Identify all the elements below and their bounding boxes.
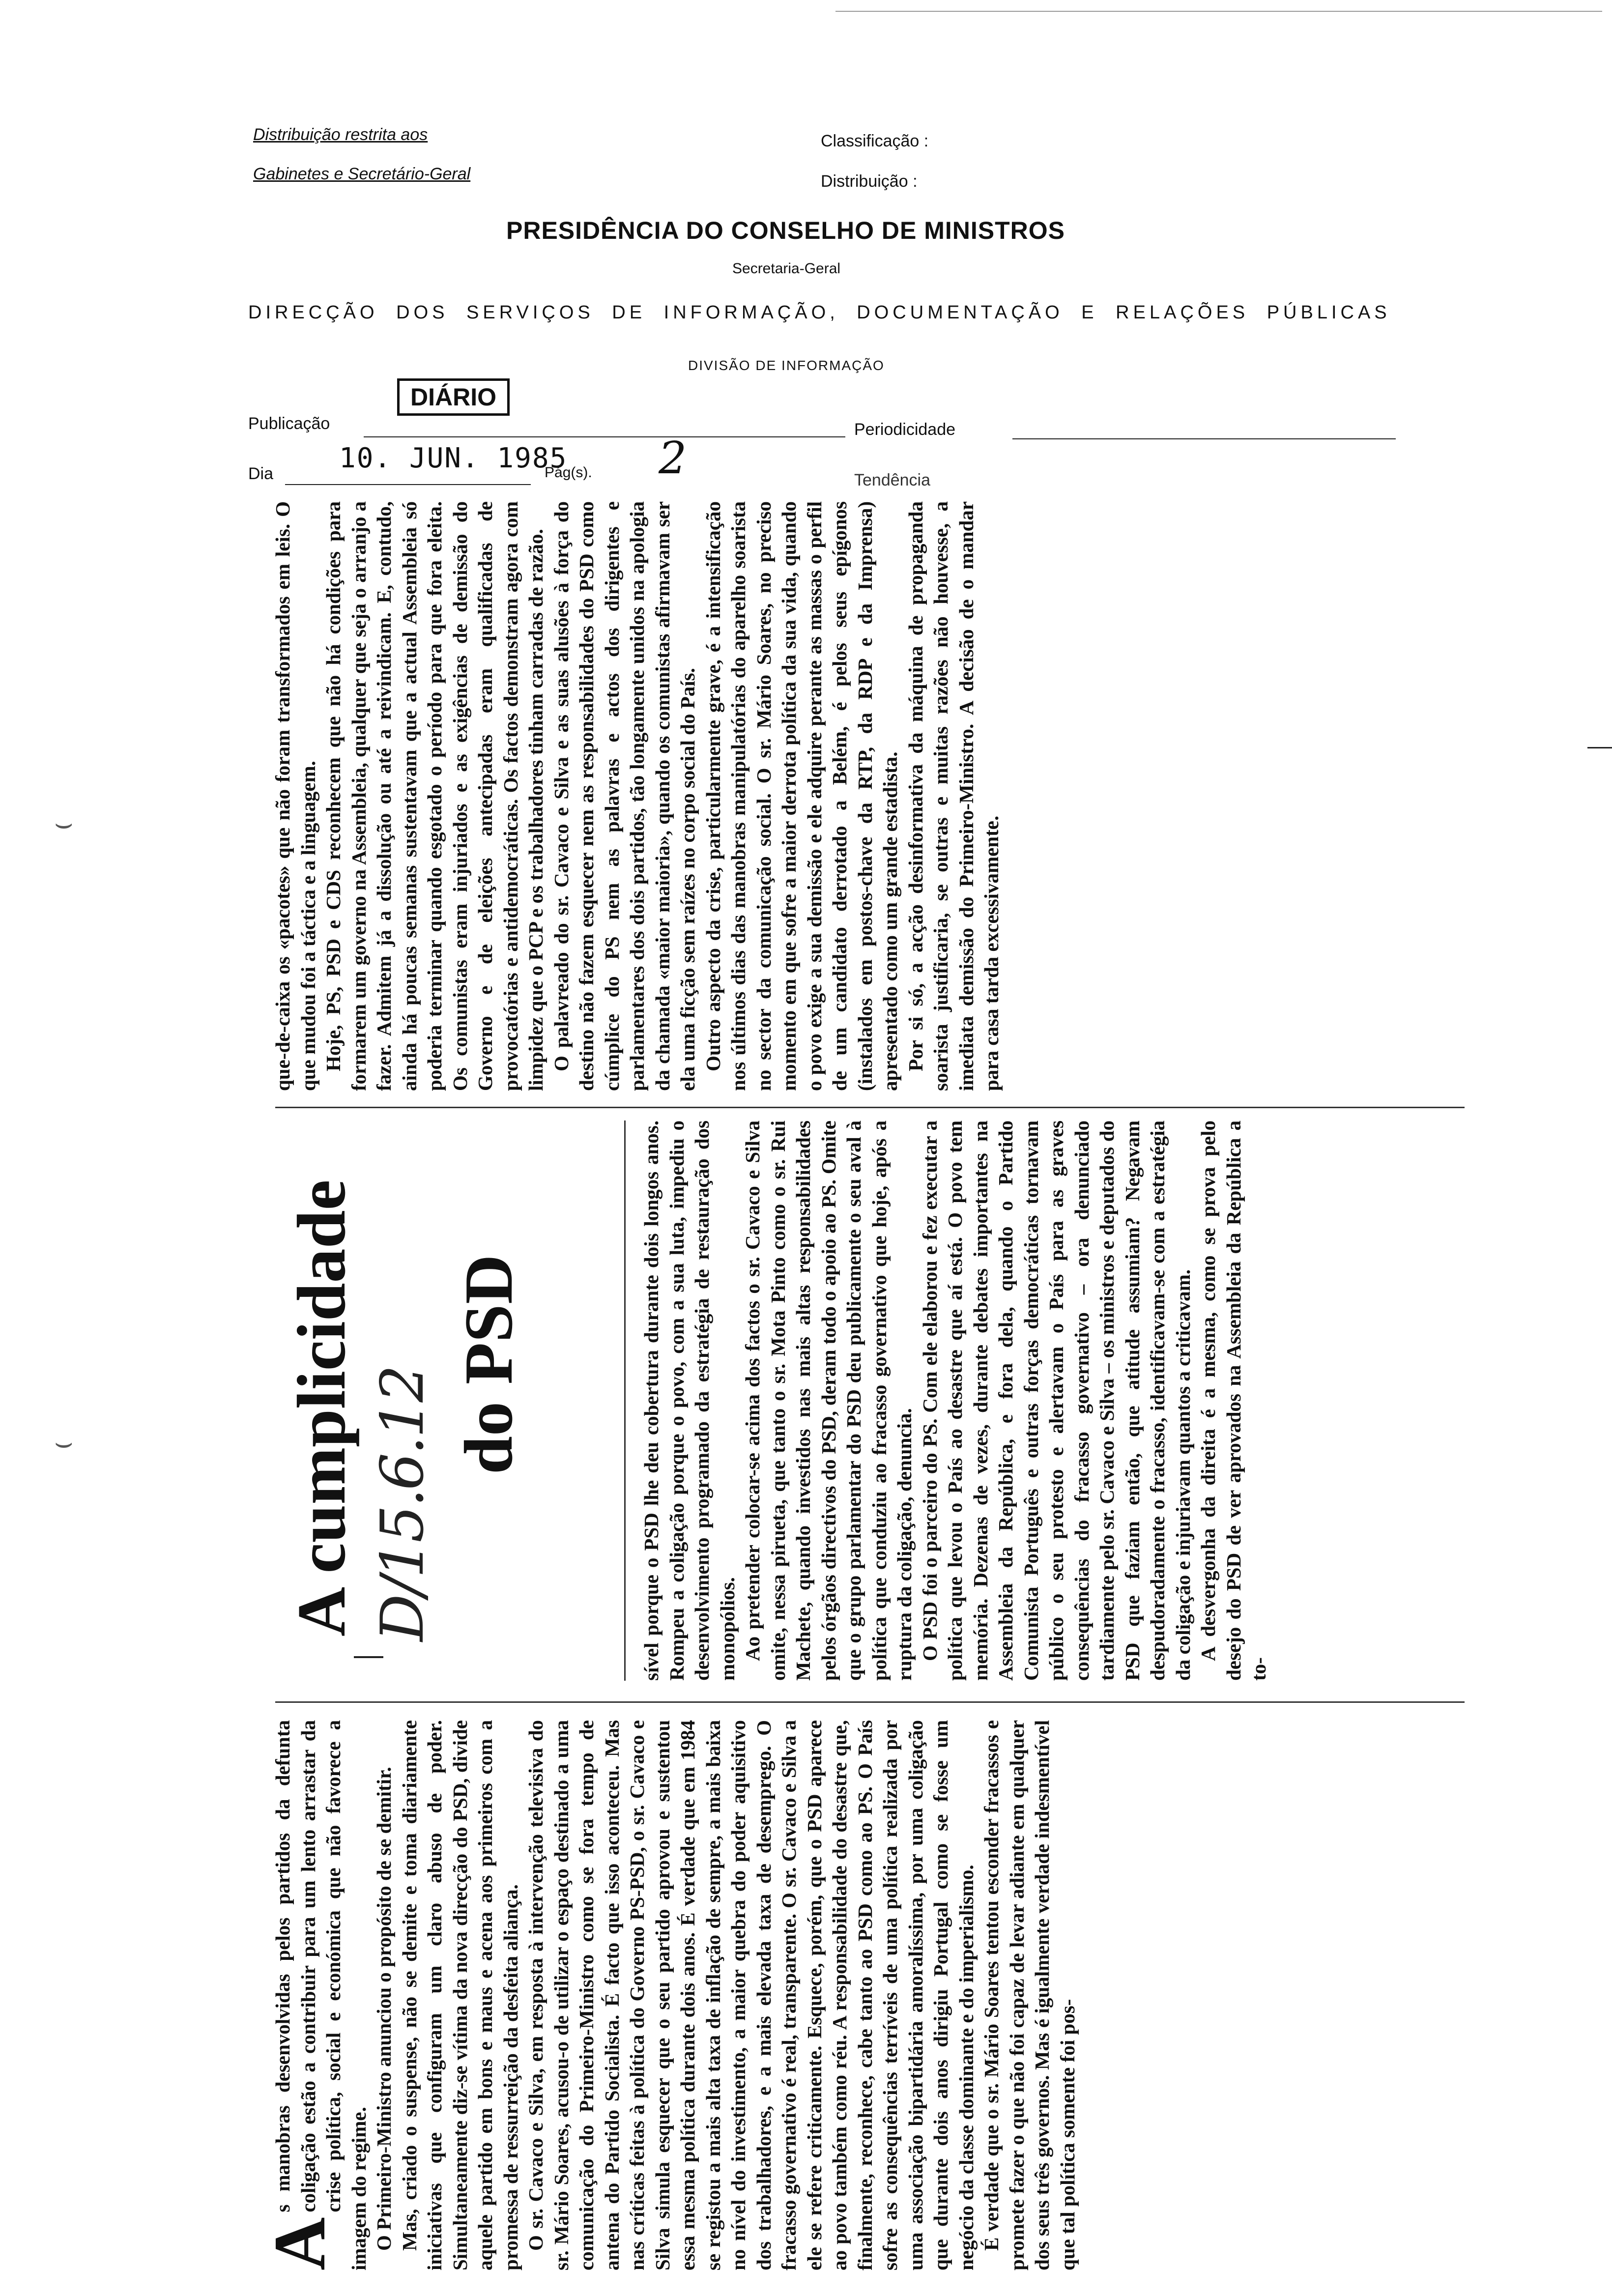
directorate: DIRECÇÃO DOS SERVIÇOS DE INFORMAÇÃO, DOCUMENTAÇÃO E RELAÇÕES PÚBLICAS xyxy=(248,302,1391,323)
col3-para: Hoje, PS, PSD e CDS reconhecem que não há condições para formarem um governo na Assembleia, qualquer que seja o arranjo a fazer. Admitem já a dissolução ou até a reivindicam. E, contudo, ainda há poucas semanas sustentavam que a actual Assembleia só poderia terminar quando esgotado o período para que fora eleita. Os comunistas eram injuriados e as exigências de demissão do Governo e de eleições antecipadas eram qualificadas de provocatórias e antidemocráticas. Os factos demonstram agora com limpidez que o PCP e os trabalhadores tinham carradas de razão. xyxy=(322,501,547,1091)
right-edge-dash xyxy=(1587,747,1612,748)
col1-para: O sr. Cavaco e Silva, em resposta à intervenção televisiva do sr. Mário Soares, acusou-o de utilizar o espaço destinado a uma comunicação do Primeiro-Ministro como se fora tempo de antena do Partido Socialista. É facto que isso aconteceu. Mas nas críticas feitas à política do Governo PS-PSD, o sr. Cavaco e Silva simula esquecer que o seu partido aprovou e sustentou essa mesma política durante dois anos. É verdade que em 1984 se registou a mais alta taxa de inflação de sempre, a mais baixa no nível do investimento, a maior quebra do poder aquisitivo dos trabalhadores, e a mais elevada taxa de desemprego. O fracasso governativo é real, transparente. O sr. Cavaco e Silva a ele se refere criticamente. Esquece, porém, que o PSD aparece ao povo também como réu. A responsabilidade do desastre que, finalmente, reconhece, cabe tanto ao PSD como ao PS. O País sofre as consequências terríveis de uma política realizada por uma associação bipartidária amoralíssima, por uma coligação que durante dois anos dirigiu Portugal como se fosse um negócio da classe dominante e do imperialismo. xyxy=(524,1720,978,2270)
col1-para: s manobras desenvolvidas pelos partidos da defunta coligação estão a contribuir para um lento arrastar da crise política, social e económica que não favorece a imagem do regime. xyxy=(271,1720,370,2270)
classification-label: Classificação : xyxy=(821,132,929,150)
day-underline xyxy=(285,484,531,485)
col2-para: Ao pretender colocar-se acima dos factos o sr. Cavaco e Silva omite, nessa pirueta, que tanto o sr. Mota Pinto como o sr. Rui Machete, quando investidos nas mais altas responsabilidades pelos órgãos directivos do PSD, deram todo o apoio ao PS. Omite que o grupo parlamentar do PSD deu publicamente o seu aval à política que conduziu ao fracasso governativo que hoje, após a ruptura da coligação, denuncia. xyxy=(741,1120,916,1681)
secretariat: Secretaria-Geral xyxy=(732,260,841,277)
periodicity-label: Periodicidade xyxy=(854,420,956,439)
top-rule xyxy=(835,11,1602,12)
drop-cap: A xyxy=(259,2217,341,2270)
article-column-2 xyxy=(639,1120,1415,1681)
publication-stamp: DIÁRIO xyxy=(397,378,510,416)
newspaper-article xyxy=(246,491,1514,2270)
handwritten-reference: D/15.6.12 xyxy=(369,1367,437,1641)
col1-para: O Primeiro-Ministro anunciou o propósito de se demitir. xyxy=(373,1767,395,2251)
column-rule-2 xyxy=(275,1107,1465,1108)
periodicity-underline xyxy=(1012,438,1396,439)
col3-para: O palavreado do sr. Cavaco e Silva e as suas alusões à força do destino não fazem esquecer nem as responsabilidades do PSD como cúmplice do PS nem as palavras e actos dos dirigentes e parlamentares dos dois partidos, tão longamente unidos na apologia da chamada «maior maioria», quando os comunistas afirmavam ser ela uma ficção sem raízes no corpo social do País. xyxy=(549,501,699,1091)
col3-para: que-de-caixa os «pacotes» que não foram transformados em leis. O que mudou foi a táctica e a linguagem. xyxy=(271,501,319,1091)
publication-label: Publicação xyxy=(248,414,330,433)
article-title-line1: A cumplicidade xyxy=(284,1179,360,1636)
division: DIVISÃO DE INFORMAÇÃO xyxy=(688,358,885,373)
margin-mark-2: ⌣ xyxy=(54,1426,74,1459)
page-label: Pág(s). xyxy=(545,464,592,481)
page-value: 2 xyxy=(659,432,687,484)
tendency-label: Tendência xyxy=(854,471,931,489)
article-title-line2: do PSD xyxy=(451,1254,527,1474)
col1-para: Mas, criado o suspense, não se demite e toma diariamente iniciativas que configuram um claro abuso de poder. Simultaneamente diz-se vítima da nova direcção do PSD, divide aquele partido em bons e maus e acena aos primeiros com a promessa de ressurreição da desfeita aliança. xyxy=(398,1720,522,2270)
col3-para: Outro aspecto da crise, particularmente grave, é a intensificação nos últimos dias das manobras manipulatórias do aparelho soarista no sector da comunicação social. O sr. Mário Soares, no preciso momento em que sofre a maior derrota política da sua vida, quando o povo exige a sua demissão e ele adquire perante as massas o perfil de um candidato derrotado a Belém, é pelos seus epígonos (instalados em postos-chave da RTP, da RDP e da Imprensa) apresentado como um grande estadista. xyxy=(701,501,901,1091)
column-rule-1 xyxy=(275,1701,1465,1703)
publication-underline xyxy=(364,436,845,437)
article-column-1 xyxy=(259,1720,1469,2270)
margin-mark-1: ⌣ xyxy=(54,806,74,839)
distribution-line2: Gabinetes e Secretário-Geral xyxy=(253,165,471,183)
day-label: Dia xyxy=(248,464,274,483)
distribution-label: Distribuição : xyxy=(821,172,918,191)
col2-para: sível porque o PSD lhe deu cobertura durante dois longos anos. Rompeu a coligação porque o povo, com a sua luta, impediu o desenvolvimento programado da estratégia de restauração dos monopólios. xyxy=(640,1120,739,1681)
col2-para: O PSD foi o parceiro do PS. Com ele elaborou e fez executar a política que levou o País ao desastre que aí está. O povo tem memória. Dezenas de vezes, durante debates importantes na Assembleia da República, e fora dela, quando o Partido Comunista Português e outras forças democráticas tornavam público o seu protesto e alertavam o País para as graves consequências do fracasso governativo – ora denunciado tardiamente pelo sr. Cavaco e Silva – os ministros e deputados do PSD que faziam então, que atitude assumiam? Negavam despudoradamente o fracasso, identificavam-se com a estratégia da coligação e injuriavam quantos a criticavam. xyxy=(918,1120,1194,1681)
col2-para: A desvergonha da direita é a mesma, como se prova pelo desejo do PSD de ver aprovados na Assembleia da República a to- xyxy=(1197,1120,1270,1681)
day-value: 10. JUN. 1985 xyxy=(339,442,568,474)
article-column-3 xyxy=(270,501,1469,1091)
org-title: PRESIDÊNCIA DO CONSELHO DE MINISTROS xyxy=(506,217,1065,244)
col3-para: Por si só, a acção desinformativa da máquina de propaganda soarista justificaria, se outras e muitas razões não houvesse, a imediata demissão do Primeiro-Ministro. A decisão de o mandar para casa tarda excessivamente. xyxy=(904,501,1003,1091)
title-rule xyxy=(624,1120,626,1681)
distribution-line1: Distribuição restrita aos xyxy=(253,125,428,144)
col1-para: É verdade que o sr. Mário Soares tentou esconder fracassos e promete fazer o que não foi capaz de levar adiante em qualquer dos seus três governos. Mas é igualmente verdade indesmentível que tal política somente foi pos- xyxy=(980,1720,1079,2270)
